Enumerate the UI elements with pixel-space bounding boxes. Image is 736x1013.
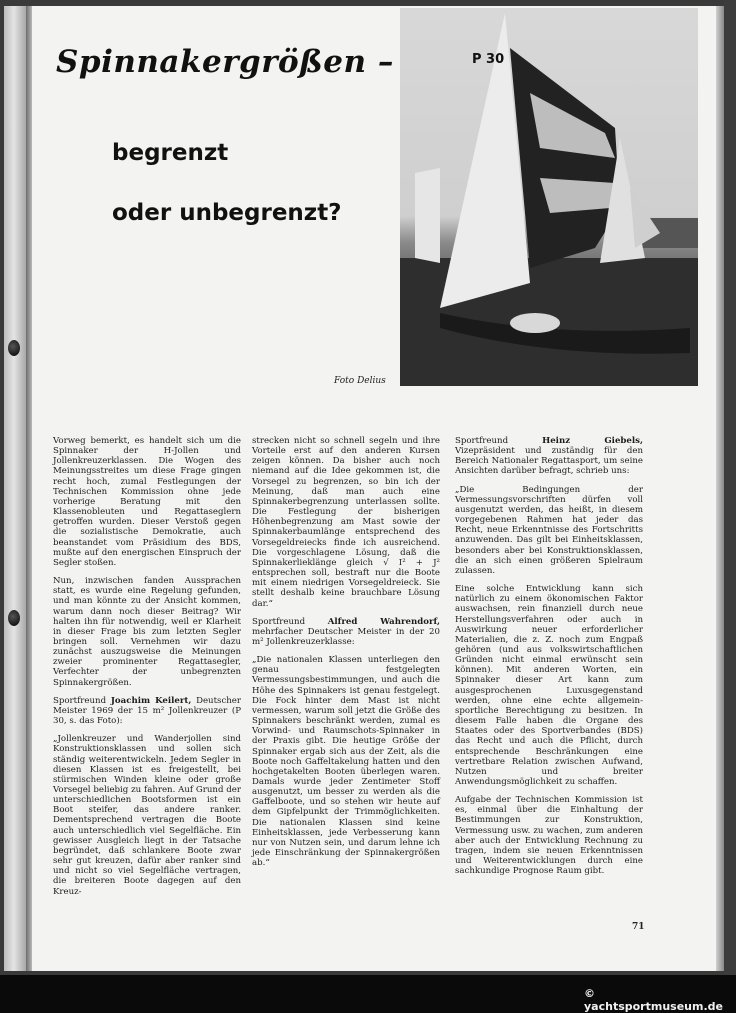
copyright-watermark: © yachtsportmuseum.de bbox=[584, 987, 723, 1013]
photo-caption: Foto Delius bbox=[334, 376, 386, 386]
punch-hole bbox=[8, 610, 20, 626]
article-title: Spinnakergrößen – bbox=[56, 44, 394, 80]
quote-paragraph: Aufgabe der Technischen Kommission ist es, einmal über die Einhaltung der Bestimmungen zur Konstruktion, Vermessung usw. zu wachen, zum anderen aber auch der Entwicklung Rechnung zu tragen, indem sie neuen Erkenntnissen und Weiterentwicklungen durch eine sachkundige Prognose Raum gibt. bbox=[455, 795, 643, 877]
article-column-3 bbox=[455, 436, 643, 884]
speaker-intro: Sportfreund Heinz Giebels, Vizepräsident und zuständig für den Bereich Nationaler Regattasport, um seine Ansichten darüber befragt, schrieb uns: bbox=[455, 436, 643, 477]
speaker-intro: Sportfreund Alfred Wahrendorf, mehrfacher Deutscher Meister in der 20 m² Jollenkreuzerklasse: bbox=[252, 616, 440, 647]
speaker-intro: Sportfreund Joachim Keilert, Deutscher Meister 1969 der 15 m² Jollenkreuzer (P 30, s. das Foto): bbox=[53, 695, 241, 727]
speaker-name: Alfred Wahrendorf, bbox=[327, 616, 440, 627]
paragraph: Nun, inzwischen fanden Aussprachen statt, es wurde eine Regelung gefunden, und man könnte zu der Ansicht kommen, warum dann noch dieser Beitrag? Wir halten ihn für notwendig, weil er Klarheit in dieser Frage bis zum letzten Segler bringen soll. Vernehmen wir dazu zunächst auszugsweise die Meinungen zweier prominenter Regattasegler, Verfechter der unbegrenzten Spinnakergrößen. bbox=[53, 576, 241, 688]
article-subtitle-line2: oder unbegrenzt? bbox=[112, 200, 342, 226]
punch-hole bbox=[8, 340, 20, 356]
paragraph: Vorweg bemerkt, es handelt sich um die Spinnaker der H-Jollen und Jollenkreuzerklassen. Die Wogen des Meinungsstreites um diese Frage gingen recht hoch, zumal Festlegungen der Technischen Kommission ohne jede vorherige Beratung mit den Klassenobleuten und Regattaseglern getroffen wurden. Dieser Verstoß gegen die sozialistische Demokratie, auch beanstandet vom Präsidium des BDS, mußte auf den energischen Einspruch der Segler stoßen. bbox=[53, 436, 241, 568]
article-column-1 bbox=[53, 436, 241, 905]
speaker-name: Heinz Giebels, bbox=[542, 436, 643, 446]
svg-text:P 30: P 30 bbox=[472, 52, 505, 67]
sailboats-illustration bbox=[400, 8, 698, 386]
quote-paragraph: „Jollenkreuzer und Wanderjollen sind Konstruktionsklassen und sollen sich ständig weiterentwickeln. Jedem Segler in diesen Klassen ist es freigestellt, bei stürmischen Winden kleine oder große Vorsegel beliebig zu fahren. Auf Grund der unterschiedlichen Bootsformen ist ein Boot steifer, das andere ranker. Dementsprechend vertragen die Boote auch unterschiedlich viel Segelfläche. Ein gewisser Ausgleich liegt in der Tatsache begründet, daß schlankere Boote zwar sehr gut kreuzen, dafür aber ranker sind und nicht so viel Segelfläche vertragen, die breiteren Boote dagegen auf den Kreuz- bbox=[53, 734, 241, 897]
sailing-photo bbox=[400, 8, 698, 386]
article-subtitle-line1: begrenzt bbox=[112, 140, 229, 166]
quote-paragraph: Eine solche Entwicklung kann sich natürlich zu einem ökonomischen Faktor auswachsen, rein finanziell durch neue Herstellungsverfahren oder auch in Auswirkung neuer erforderlicher Materialien, die z. Z. noch zum Engpaß gehören (und aus volkswirtschaftlichen Gründen nicht einmal erwünscht sein können). Mit anderen Worten, ein Spinnaker dieser Art kann zum ausgesprochenen Luxusgegenstand werden, ohne eine echte allgemein-sportliche Berechtigung zu besitzen. In diesem Falle haben die Organe des Staates oder des Sportverbandes (BDS) das Recht und auch die Pflicht, durch entsprechende Beschränkungen eine vertretbare Relation zwischen Aufwand, Nutzen und breiter Anwendungsmöglichkeit zu schaffen. bbox=[455, 584, 643, 787]
speaker-name: Joachim Keilert, bbox=[110, 695, 192, 706]
page-number: 71 bbox=[632, 922, 645, 932]
quote-paragraph: „Die Bedingungen der Vermessungsvorschriften dürfen voll ausgenutzt werden, das heißt, in diesem vorgegebenen Rahmen hat jeder das Recht, neue Erkenntnisse des Fortschritts anzuwenden. Das gilt bei Einheitsklassen, besonders aber bei Konstruktionsklassen, die an sich einen größeren Spielraum zulassen. bbox=[455, 484, 643, 576]
quote-paragraph: strecken nicht so schnell segeln und ihre Vorteile erst auf den anderen Kursen zeigen können. Da bisher auch noch niemand auf die Idee gekommen ist, die Vorsegel zu begrenzen, so bin ich der Meinung, daß man auch eine Spinnakerbegrenzung unterlassen sollte. Die Festlegung der bisherigen Höhenbegrenzung am Mast sowie der Spinnakerbaumlänge entsprechend des Vorsegeldreiecks finde ich ausreichend. Die vorgeschlagene Lösung, daß die Spinnakerlieklänge gleich √ I² + J² entsprechen soll, bestraft nur die Boote mit einem niedrigen Vorsegeldreieck. Sie stellt deshalb keine brauchbare Lösung dar.“ bbox=[252, 436, 440, 609]
page-edge-right bbox=[716, 6, 724, 971]
quote-paragraph: „Die nationalen Klassen unterliegen den genau festgelegten Vermessungsbestimmungen, und auch die Höhe des Spinnakers ist genau festgelegt. Die Fock hinter dem Mast ist nicht vermessen, warum soll jetzt die Größe des Spinnakers beschränkt werden, zumal es Vorwind- und Raumschots-Spinnaker in der Praxis gibt. Die heutige Größe der Spinnaker ergab sich aus der Zeit, als die Boote noch Gaffeltakelung hatten und den hochgetakelten Booten überlegen waren. Damals wurde jeder Zentimeter Stoff ausgenutzt, um besser zu werden als die Gaffelboote, und so stehen wir heute auf dem Gipfelpunkt der Trimmöglichkeiten. Die nationalen Klassen sind keine Einheitsklassen, jede Verbesserung kann nur von Nutzen sein, und darum lehne ich jede Einschränkung der Spinnakergrößen ab.“ bbox=[252, 655, 440, 869]
binder-right-edge bbox=[724, 0, 736, 975]
binder-spine bbox=[4, 6, 28, 971]
article-column-2 bbox=[252, 436, 440, 876]
